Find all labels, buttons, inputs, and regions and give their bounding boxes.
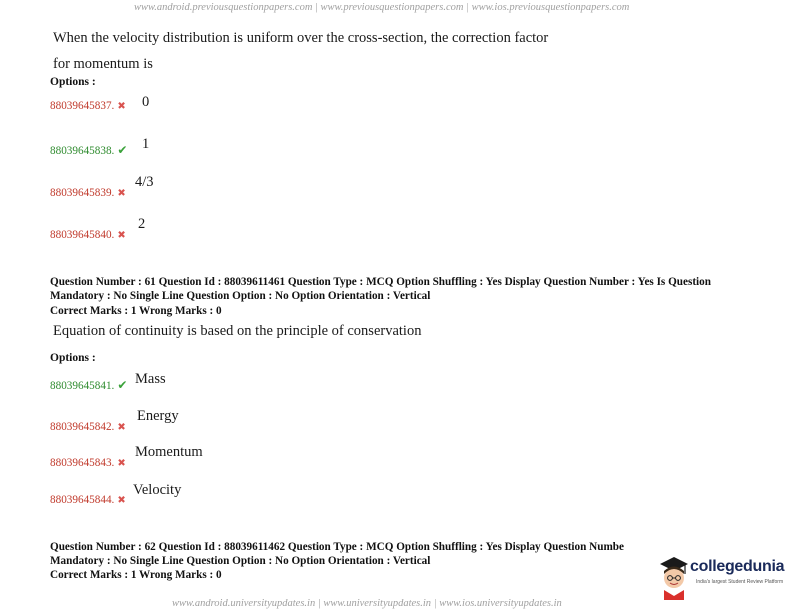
question-2-option-3 [50,453,126,471]
question-2-meta-line3: Correct Marks : 1 Wrong Marks : 0 [50,305,222,317]
cross-icon: ✖ [117,230,126,241]
watermark-top: www.android.previousquestionpapers.com | www.previousquestionpapers.com | www.ios.previousquestionpapers.com [134,2,630,13]
option-id: 88039645837. [50,100,115,112]
question-2-option-4-value: Velocity [133,482,182,498]
check-icon: ✔ [117,143,128,157]
question-1-option-4 [50,225,126,243]
question-2-option-4 [50,490,126,508]
option-id: 88039645842. [50,421,115,433]
question-2-option-1 [50,376,127,394]
question-1-text-line1: When the velocity distribution is uniform over the cross-section, the correction factor [53,30,549,46]
question-3-meta-line3: Correct Marks : 1 Wrong Marks : 0 [50,569,222,581]
watermark-bottom: www.android.universityupdates.in | www.universityupdates.in | www.ios.universityupdates.in [172,598,562,609]
check-icon: ✔ [117,378,128,392]
question-2-options-label: Options : [50,352,96,364]
option-id: 88039645839. [50,187,115,199]
question-1-text-line2: for momentum is [53,56,153,72]
question-2-option-2-value: Energy [137,408,179,424]
question-2-option-1-value: Mass [135,371,166,387]
question-1-option-1-value: 0 [142,94,150,110]
question-1-option-2-value: 1 [142,136,150,152]
question-2-option-2 [50,417,126,435]
question-2-text: Equation of continuity is based on the principle of conservation [53,323,422,339]
question-2-meta-line1: Question Number : 61 Question Id : 88039611461 Question Type : MCQ Option Shuffling : Yes Display Question Number : Yes Is Question [50,276,711,288]
question-3-meta-line1: Question Number : 62 Question Id : 88039611462 Question Type : MCQ Option Shuffling : Yes Display Question Numbe [50,541,624,553]
cross-icon: ✖ [117,458,126,469]
cross-icon: ✖ [117,495,126,506]
question-2-option-3-value: Momentum [135,444,203,460]
option-id: 88039645844. [50,494,115,506]
question-3-meta-line2: Mandatory : No Single Line Question Option : No Option Orientation : Vertical [50,555,431,567]
cross-icon: ✖ [117,188,126,199]
question-1-option-3-value: 4/3 [135,174,154,190]
collegedunia-logo [656,552,786,602]
cross-icon: ✖ [117,422,126,433]
question-1-option-3 [50,183,126,201]
question-1-option-4-value: 2 [138,216,146,232]
logo-name: collegedunia [690,558,785,575]
option-id: 88039645843. [50,457,115,469]
graduate-mascot-icon [656,552,690,600]
question-1-option-2 [50,141,127,159]
logo-tagline: India's largest Student Review Platform [696,579,784,585]
question-2-meta-line2: Mandatory : No Single Line Question Option : No Option Orientation : Vertical [50,290,431,302]
option-id: 88039645841. [50,380,115,392]
question-1-option-1 [50,96,126,114]
question-1-options-label: Options : [50,76,96,88]
option-id: 88039645838. [50,145,115,157]
option-id: 88039645840. [50,229,115,241]
cross-icon: ✖ [117,101,126,112]
